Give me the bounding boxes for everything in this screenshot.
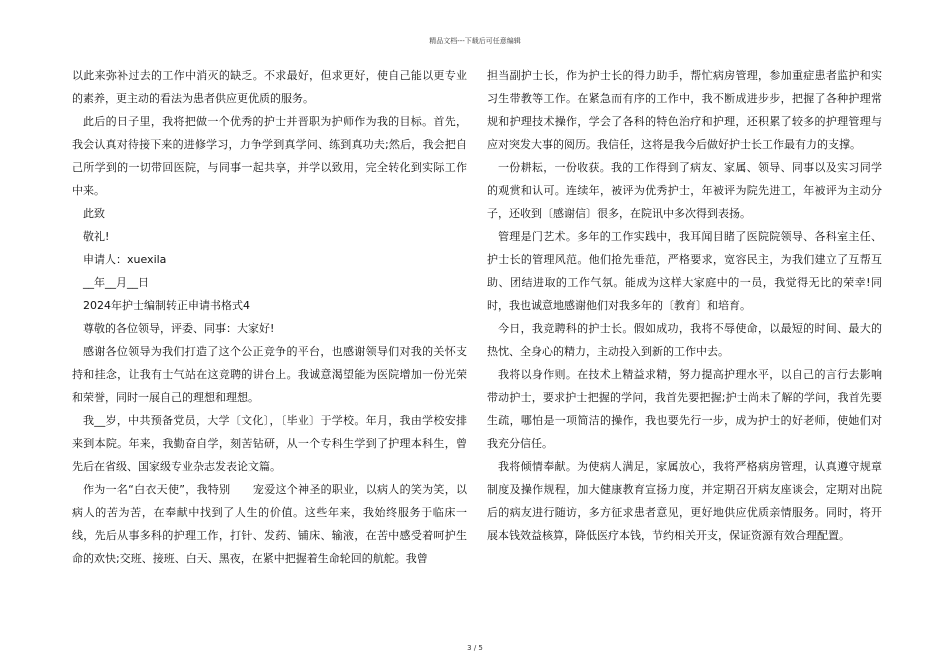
left-column — [72, 64, 467, 570]
page-number: 3 / 5 — [467, 644, 483, 652]
paragraph: 此后的日子里，我将把做一个优秀的护士并晋职为护师作为我的目标。首先，我会认真对待接下来的进修学习，力争学到真学问、练到真功夫;然后，我会把自己所学到的一切带回医院，与同事一起共享，并学以致用，完全转化到实际工作中来。 — [72, 115, 467, 197]
greeting: 尊敬的各位领导，评委、同事：大家好! — [83, 322, 275, 335]
date-line: __年__月__日 — [83, 276, 149, 289]
paragraph: 以此来弥补过去的工作中消灭的缺乏。不求最好，但求更好，使自己能以更专业的素养，更主动的看法为患者供应更优质的服务。 — [72, 69, 467, 105]
paragraph: 作为一名“白衣天使”，我特别 宠爱这个神圣的职业，以病人的笑为笑，以病人的苦为苦，在奉献中找到了人生的价值。这些年来，我始终服务于临床一线，先后从事多科的护理工作，打针、发药、铺床、输液，在苦中感受着呵护生命的欢快;交班、接班、白天、黑夜，在紧中把握着生命轮回的航舵。我曾 — [72, 483, 467, 565]
applicant-line: 申请人：xuexila — [83, 253, 167, 266]
paragraph: 我将倾情奉献。为使病人满足，家属放心，我将严格病房管理，认真遵守规章制度及操作规程，加大健康教育宣扬力度，并定期召开病友座谈会，定期对出院后的病友进行随访，多方征求患者意见，更好地供应优质亲情服务。同时，将开展本钱效益核算，降低医疗本钱，节约相关开支，保证资源有效合理配置。 — [487, 460, 882, 542]
closing-regards: 敬礼! — [83, 230, 110, 243]
right-column — [487, 64, 882, 547]
paragraph: 一份耕耘，一份收获。我的工作得到了病友、家属、领导、同事以及实习同学的观赏和认可。连续年，被评为优秀护士，年被评为院先进工，年被评为主动分子，还收到〔感谢信〕很多，在院讯中多次得到表扬。 — [487, 161, 882, 220]
paragraph: 我将以身作则。在技术上精益求精，努力提高护理水平，以自己的言行去影响带动护士，要求护士把握的学问，我首先要把握;护士尚未了解的学问，我首先要生疏，哪怕是一项简洁的操作，我也要先行一步，成为护士的好老师，使她们对我充分信任。 — [487, 368, 882, 450]
paragraph: 我__岁，中共预备党员，大学〔文化〕，〔毕业〕于学校。年月，我由学校安排来到本院。年来，我勤奋自学，刻苦钻研，从一个专科生学到了护理本科生，曾先后在省级、国家级专业杂志发表论文篇。 — [72, 414, 467, 473]
page-header: 精品文档---下载后可任意编辑 — [429, 37, 521, 45]
closing-salutation: 此致 — [83, 207, 105, 220]
section-title: 2024年护士编制转正申请书格式4 — [83, 299, 250, 312]
paragraph: 感谢各位领导为我们打造了这个公正竞争的平台，也感谢领导们对我的关怀支持和挂念，让我有士气站在这竞聘的讲台上。我诚意渴望能为医院增加一份光荣和荣誉，同时一展自己的理想和理想。 — [72, 345, 467, 404]
paragraph: 管理是门艺术。多年的工作实践中，我耳闻目睹了医院院领导、各科室主任、护士长的管理风范。他们抢先垂范，严格要求，宽容民主，为我们建立了互帮互助、团结进取的工作气氛。能成为这样大家庭中的一员，我觉得无比的荣幸!同时，我也诚意地感谢他们对我多年的〔教育〕和培育。 — [487, 230, 882, 312]
paragraph: 担当副护士长，作为护士长的得力助手，帮忙病房管理，参加重症患者监护和实习生带教等工作。在紧急而有序的工作中，我不断成进步步，把握了各种护理常规和护理技术操作，学会了各科的特色治疗和护理，还积累了较多的护理管理与应对突发大事的阅历。我信任，这将是我今后做好护士长工作最有力的支撑。 — [487, 69, 882, 151]
paragraph: 今日，我竞聘科的护士长。假如成功，我将不辱使命，以最短的时间、最大的热忱、全身心的精力，主动投入到新的工作中去。 — [487, 322, 882, 358]
